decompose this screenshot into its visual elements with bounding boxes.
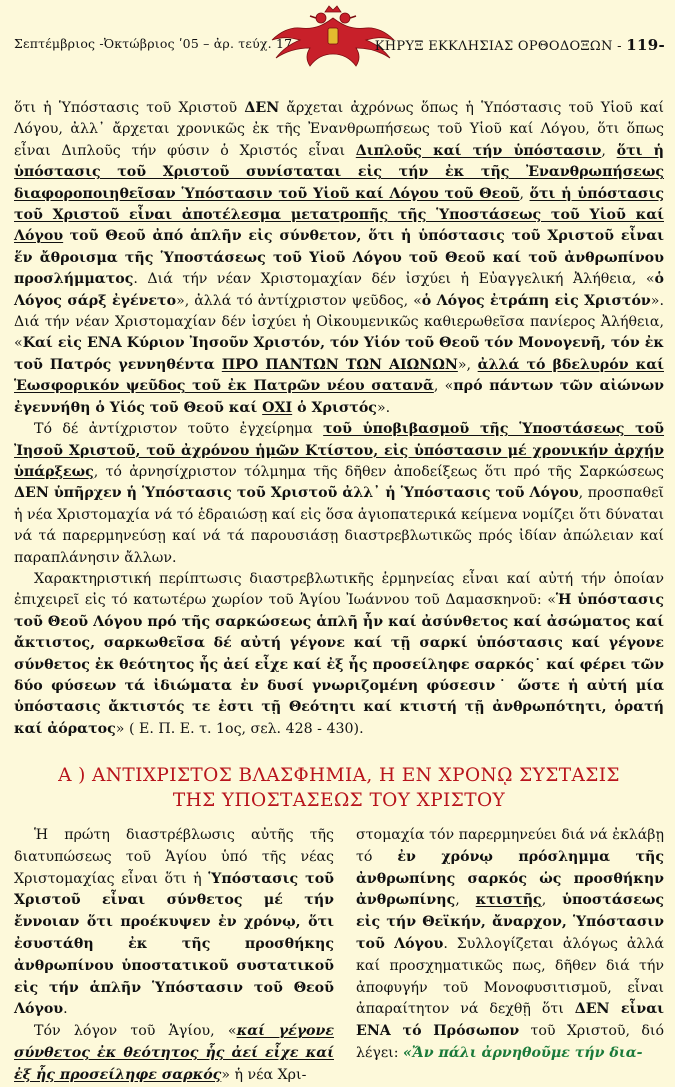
text-span: », — [457, 356, 478, 373]
text-span: Ἡ πρώτη διαστρέβλωσις αὐτῆς τῆς διατυπώσεως τοῦ Ἁγίου ὑπό τῆς νέας Χριστομαχίας εἶναι ὅτι ἡ — [14, 827, 334, 887]
text-span: . Διά τήν νέαν Χριστομαχίαν δέν ἰσχύει ἡ Εὐαγγελική Ἀλήθεια, « — [133, 271, 655, 288]
text-span: . — [63, 1001, 68, 1018]
text-span: Τόν λόγον τοῦ Ἁγίου, « — [34, 1023, 237, 1040]
bold-span: τοῦ Θεοῦ ἀπό ἁπλῆν εἰς σύνθετον, ὅτι ἡ ὑπόστασις τοῦ Χριστοῦ εἶναι ἕν ἄθροισμα τῆς Ὑποστάσεως τοῦ Υἱοῦ Λόγου τοῦ Θεοῦ καί τοῦ ἀνθρωπίνου προσλήμματος — [14, 228, 665, 288]
text-span: ». Διά τήν νέαν Χριστομαχίαν δέν ἰσχύει ἡ Οἰκουμενικῶς καθιερωθεῖσα πανίερος Ἀλήθεια, « — [14, 292, 664, 352]
text-span: , — [541, 892, 563, 909]
bold-span: Καί εἰς ΕΝΑ Κύριον Ἰησοῦν Χριστόν, τόν Υἱόν τοῦ Θεοῦ τόν Μονογενῆ, τόν ἐκ τοῦ Πατρός γεννηθέντα — [14, 335, 664, 373]
page-header — [0, 0, 675, 80]
text-span: . Συλλογίζεται ἀλόγως ἀλλά καί προσχηματικῶς πως, δῆθεν διά τήν ἀποφυγήν τοῦ Μονοφυσιτισμοῦ, εἶναι ἀπαραίτητον νά δεχθῇ ὅτι — [356, 935, 664, 1018]
text-span: , — [601, 142, 617, 159]
text-span: » ( Ε. Π. Ε. τ. 1ος, σελ. 428 - 430). — [115, 720, 364, 737]
page-number: 119- — [626, 36, 665, 54]
paragraph-3 — [14, 569, 664, 740]
emphasis-span: καί γέγονε σύνθετος ἐκ θεότητος ἧς ἀεί εἶχε καί ἐξ ἧς προσείληφε σαρκός — [14, 1023, 334, 1083]
emphasis-span: ὅτι ἡ ὑπόστασις τοῦ Χριστοῦ εἶναι ἀποτέλεσμα μετατροπῆς τῆς Ὑποστάσεως τοῦ Υἱοῦ καί Λόγου — [14, 185, 664, 245]
quote-span: «Ἄν πάλι ἀρνηθοῦμε τήν δια- — [403, 1044, 643, 1061]
journal-name: ΚΗΡΥΞ ΕΚΚΛΗΣΙΑΣ ΟΡΘΟΔΟΞΩΝ - — [374, 39, 622, 54]
right-column — [356, 825, 664, 1065]
emphasis-span: ἀλλά τό βδελυρόν καί Ἑωσφορικόν ψεῦδος τοῦ ἐκ Πατρῶν νέου σατανᾶ — [14, 356, 664, 395]
text-span: , προσπαθεῖ ἡ νέα Χριστομαχία νά τό ἑδραιώσῃ καί εἰς ὅσα ἁγιοπατερικά κείμενα νομίζει ὅτι δύναται νά τά παρερμηνεύσῃ καί νά τά παρουσιάσῃ διαστρεβλωτικῶς πρός ἰδίαν ἀπώλειαν καί παραπλάνησιν ἄλλων. — [14, 485, 665, 566]
bold-span: ΔΕΝ ὑπῆρχεν ἡ Ὑπόστασις τοῦ Χριστοῦ ἀλλ᾽ ἡ Ὑπόστασις τοῦ Λόγου — [14, 485, 579, 502]
paragraph-2 — [14, 419, 664, 569]
left-paragraph-2 — [14, 1021, 334, 1086]
text-span: Τό δέ ἀντίχριστον τοῦτο ἐγχείρημα — [34, 421, 324, 438]
bold-span: ΔΕΝ εἶναι ΕΝΑ τό Πρόσωπον — [356, 1001, 664, 1040]
section-heading-line-2: ΤΗΣ ΥΠΟΣΤΑΣΕΩΣ ΤΟΥ ΧΡΙΣΤΟΥ — [172, 790, 506, 811]
emphasis-span: ὅτι ἡ ὑπόστασις τοῦ Χριστοῦ συνίσταται εἰς τήν ἐκ τῆς Ἐνανθρωπήσεως διαφοροποιηθεῖσαν Ὑπόστασιν τοῦ Υἱοῦ καί Λόγου τοῦ Θεοῦ — [14, 142, 664, 202]
text-span: , — [519, 185, 530, 202]
emphasis-span: ΟΧΙ — [262, 399, 293, 416]
bold-span: ὁ Λόγος σάρξ ἐγένετο — [14, 271, 664, 309]
text-span: » ἡ νέα Χρι- — [221, 1066, 307, 1083]
section-heading — [14, 763, 664, 813]
right-paragraph-1 — [356, 825, 664, 1065]
text-span: , τό ἀρνησίχριστον τόλμημα τῆς δῆθεν ἀποδείξεως ὅτι πρό τῆς Σαρκώσεως — [93, 463, 664, 480]
left-paragraph-1 — [14, 825, 334, 1021]
journal-title — [375, 36, 665, 54]
bold-span: Ἡ ὑπόστασις τοῦ Θεοῦ Λόγου πρό τῆς σαρκώσεως ἁπλῆ ἦν καί ἀσύνθετος καί ἀσώματος καί ἄκτιστος, σαρκωθεῖσα δέ αὐτή γέγονε καί τῇ σαρκί ὑπόστασις καί γέγονε σύνθετος ἐκ θεότητος ἧς ἀεί εἶχε καί ἐξ ἧς προσείληφε σαρκός˙ καί φέρει τῶν δύο φύσεων τά ἰδιώματα ἐν δυσί γνωριζομένη φύσεσιν˙ ὥστε ἡ αὐτή μία ὑπόστασις ἄκτιστός τε ἐστι τῇ Θεότητι καί κτιστή τῇ ἀνθρωπότητι, ὁρατή καί ἀόρατος — [14, 592, 664, 737]
emphasis-span: τοῦ ὑποβιβασμοῦ τῆς Ὑποστάσεως τοῦ Ἰησοῦ Χριστοῦ, τοῦ ἀχρόνου ἡμῶν Κτίστου, εἰς ὑπόστασιν μέ χρονικήν ἀρχήν ὑπάρξεως — [14, 421, 665, 480]
text-span: ἄρχεται ἀχρόνως ὅπως ἡ Ὑπόστασις τοῦ Υἱοῦ καί Λόγου, ἀλλ᾽ ἄρχεται χρονικῶς ἐκ τῆς Ἐνανθρωπήσεως τοῦ Υἱοῦ καί Λόγου, ὅτι ὅπως εἶναι Διπλοῦς τήν φύσιν ὁ Χριστός εἶναι — [14, 100, 664, 159]
emphasis-span: κτιστῆς — [475, 892, 542, 909]
text-span: στομαχία τόν παρερμηνεύει διά νά ἐκλάβῃ τό — [356, 827, 664, 865]
text-span: , — [455, 892, 476, 909]
bold-span: ΔΕΝ — [244, 100, 280, 116]
section-heading-line-1: Α ) ΑΝΤΙΧΡΙΣΤΟΣ ΒΛΑΣΦΗΜΙΑ, Η ΕΝ ΧΡΟΝῼ ΣΥΣΤΑΣΙΣ — [58, 765, 620, 786]
text-span: , « — [433, 378, 454, 395]
bold-span: Ὑπόστασις τοῦ Χριστοῦ εἶναι σύνθετος μέ τήν ἔννοιαν ὅτι προέκυψεν ἐν χρόνῳ, ὅτι ἐσυστάθη ἐκ τῆς προσθήκης ἀνθρωπίνου ὑποστατικοῦ συστατικοῦ εἰς τήν ἁπλῆν Ὑπόστασιν τοῦ Θεοῦ Λόγου — [14, 870, 335, 1018]
bold-span: ὁ Χριστός — [292, 399, 377, 416]
text-span: », ἀλλά τό ἀντίχριστον ψεῦδος, « — [176, 292, 422, 309]
text-span: Χαρακτηριστική περίπτωσις διαστρεβλωτικῆς ἑρμηνείας εἶναι καί αὐτή τήν ὁποίαν ἐπιχειρεῖ εἰς τό κατωτέρω χωρίον τοῦ Ἁγίου Ἰωάννου τοῦ Δαμασκηνοῦ: « — [14, 570, 664, 609]
paragraph-1 — [14, 98, 664, 419]
bold-span: ὑποστάσεως εἰς τήν Θεϊκήν, ἄναρχον, Ὑπόστασιν τοῦ Λόγου — [356, 892, 664, 952]
bold-span: πρό πάντων τῶν αἰώνων ἐγεννήθη ὁ Υἱός τοῦ Θεοῦ καί — [14, 378, 664, 416]
emphasis-span: ΠΡΟ ΠΑΝΤΩΝ ΤΩΝ ΑΙΩΝΩΝ — [221, 356, 458, 373]
text-span: ὅτι ἡ Ὑπόστασις τοῦ Χριστοῦ — [14, 100, 245, 116]
bold-span: ἐν χρόνῳ πρόσλημμα τῆς ἀνθρωπίνης σαρκός ὡς προσθήκην ἀνθρωπίνης — [356, 848, 665, 909]
left-column — [14, 825, 334, 1087]
issue-info: Σεπτέμβριος -Ὀκτώβριος ʹ05 – ἀρ. τεύχ. 17 — [14, 36, 293, 51]
main-text — [14, 98, 664, 740]
emphasis-span: Διπλοῦς καί τήν ὑπόστασιν — [355, 142, 602, 159]
text-span: ». — [376, 399, 391, 416]
text-span: τοῦ Χριστοῦ, διό λέγει: — [356, 1023, 664, 1061]
bold-span: ὁ Λόγος ἐτράπη εἰς Χριστόν — [421, 292, 651, 309]
